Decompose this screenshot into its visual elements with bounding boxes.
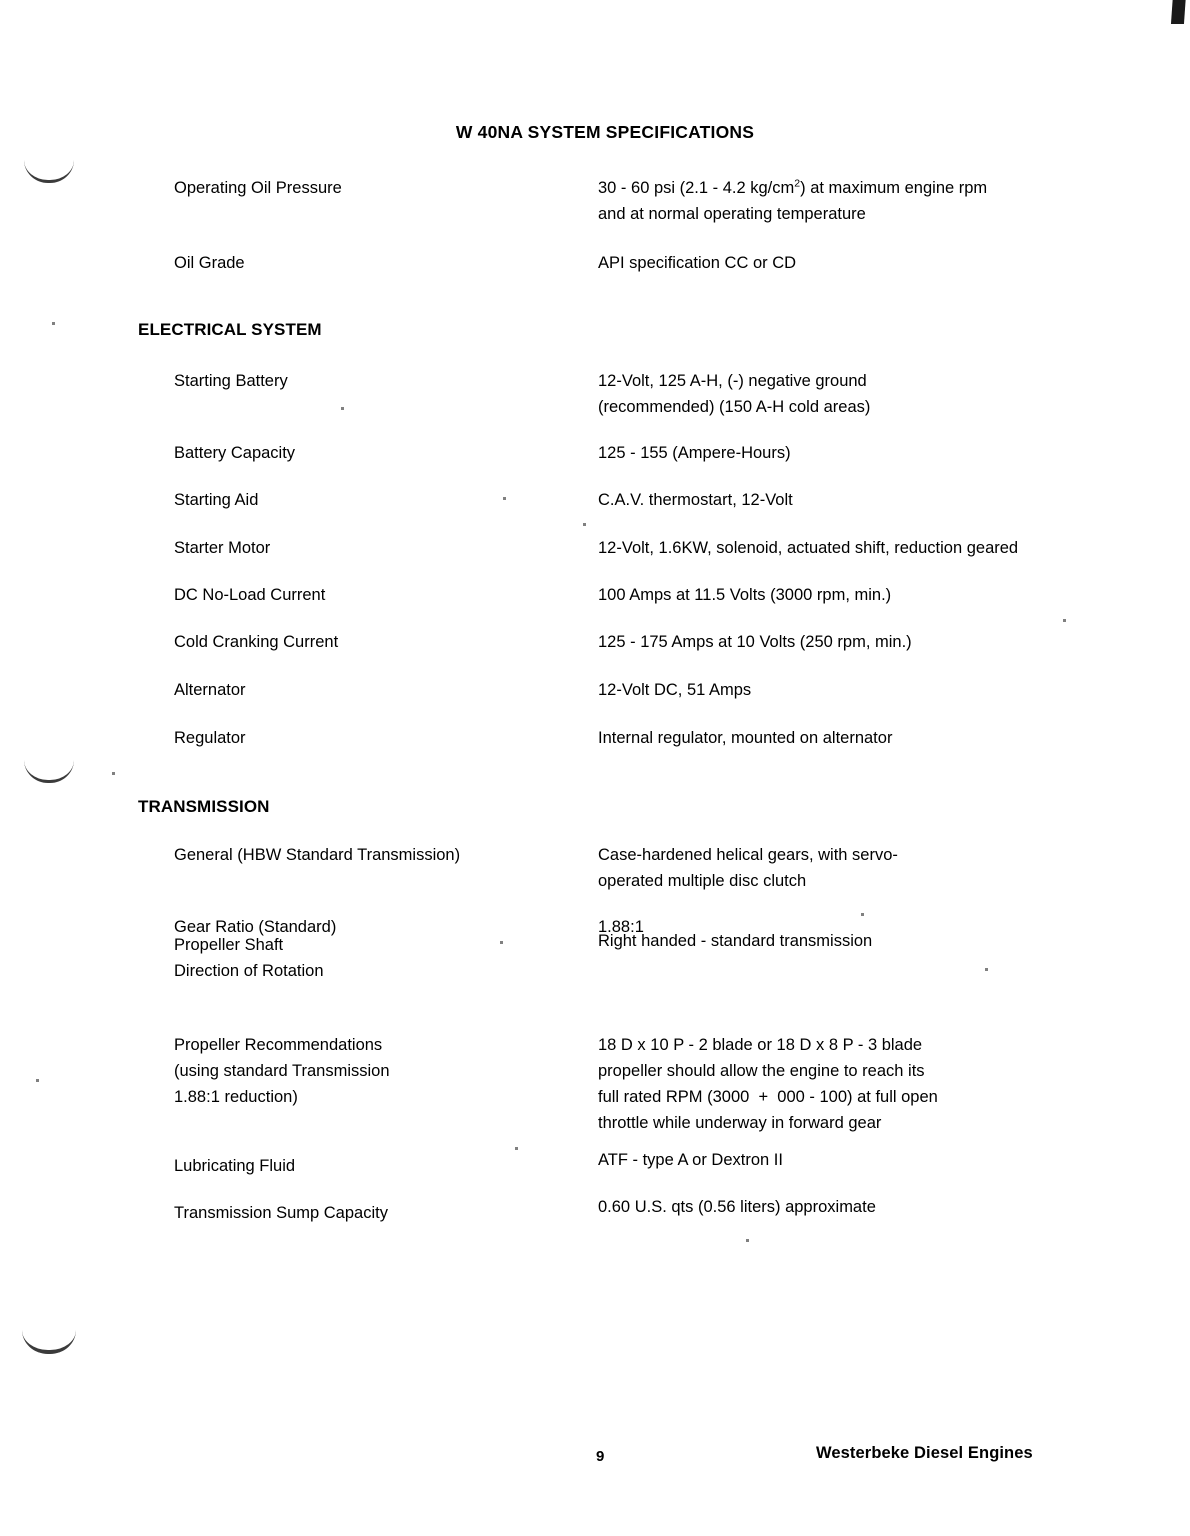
spec-value	[598, 582, 1158, 608]
spec-label: Starter Motor	[174, 539, 271, 557]
section-heading-electrical-system: ELECTRICAL SYSTEM	[138, 320, 322, 339]
spec-label: Oil Grade	[174, 254, 245, 272]
spec-value	[598, 1147, 1158, 1173]
footer-page-number: 9	[596, 1448, 605, 1465]
spec-label: Regulator	[174, 729, 246, 747]
spec-value	[598, 440, 1158, 466]
spec-value	[598, 842, 1158, 894]
spec-value-line: throttle while underway in forward gear	[598, 1114, 882, 1132]
spec-value-line: 100 Amps at 11.5 Volts (3000 rpm, min.)	[598, 586, 892, 604]
scan-speck	[112, 772, 115, 775]
spec-value	[598, 677, 1158, 703]
superscript-two: 2	[794, 177, 801, 190]
spec-label: Operating Oil Pressure	[174, 179, 342, 197]
spec-label-line: Gear Ratio (Standard)	[174, 918, 337, 936]
spec-label-line: Transmission Sump Capacity	[174, 1204, 388, 1222]
binding-hole-mark	[24, 760, 74, 783]
scan-speck	[746, 1239, 749, 1242]
scan-speck	[985, 968, 988, 971]
spec-label: DC No-Load Current	[174, 586, 326, 604]
spec-label-line: Lubricating Fluid	[174, 1157, 296, 1175]
spec-value-line: Internal regulator, mounted on alternator	[598, 729, 893, 747]
page-title: W 40NA SYSTEM SPECIFICATIONS	[455, 122, 755, 142]
spec-value-line: C.A.V. thermostart, 12-Volt	[598, 491, 793, 509]
spec-value-line: Case-hardened helical gears, with servo-	[598, 846, 898, 864]
spec-label: Battery Capacity	[174, 444, 296, 462]
spec-value-line: 1.88:1	[598, 918, 644, 936]
spec-label	[174, 842, 574, 868]
scan-speck	[583, 523, 586, 526]
spec-value	[598, 250, 1158, 276]
oil-pressure-text-pre: 30 - 60 psi (2.1 - 4.2 kg/cm	[598, 179, 795, 197]
spec-value-line: API specification CC or CD	[598, 254, 797, 272]
spec-label	[174, 1032, 574, 1110]
spec-label: Starting Aid	[174, 491, 259, 509]
spec-label: Starting Battery	[174, 372, 288, 390]
spec-label-line: Propeller Shaft	[174, 936, 284, 954]
section-heading-transmission: TRANSMISSION	[138, 797, 270, 816]
spec-value-line: and at normal operating temperature	[598, 205, 866, 223]
spec-value-line: 125 - 175 Amps at 10 Volts (250 rpm, min.)	[598, 633, 912, 651]
spec-value-line: propeller should allow the engine to reach its	[598, 1062, 925, 1080]
spec-value-line: 18 D x 10 P - 2 blade or 18 D x 8 P - 3 blade	[598, 1036, 923, 1054]
spec-value	[598, 368, 1158, 420]
spec-value	[598, 1032, 1158, 1136]
spec-value-line: 12-Volt, 125 A-H, (-) negative ground	[598, 372, 867, 390]
spec-value	[598, 175, 1158, 227]
spec-label-line: General (HBW Standard Transmission)	[174, 846, 461, 864]
spec-label	[174, 1153, 574, 1179]
scan-artifact-corner	[1171, 0, 1186, 24]
spec-value	[598, 725, 1158, 751]
scan-speck	[36, 1079, 39, 1082]
spec-value-line: full rated RPM (3000 + 000 - 100) at full open	[598, 1088, 938, 1106]
scan-speck	[515, 1147, 518, 1150]
spec-value-line: ATF - type A or Dextron II	[598, 1151, 783, 1169]
spec-label-line: 1.88:1 reduction)	[174, 1088, 298, 1106]
scan-speck	[341, 407, 344, 410]
oil-pressure-text-post: ) at maximum engine rpm	[800, 179, 988, 197]
spec-label-line: Direction of Rotation	[174, 962, 324, 980]
binding-hole-mark	[24, 160, 74, 183]
spec-value-line: Right handed - standard transmission	[598, 932, 873, 950]
spec-value-line: 125 - 155 (Ampere-Hours)	[598, 444, 791, 462]
spec-label-line: Propeller Recommendations	[174, 1036, 383, 1054]
spec-value	[598, 629, 1158, 655]
spec-value-line: 12-Volt DC, 51 Amps	[598, 681, 752, 699]
spec-value	[598, 928, 1158, 954]
binding-hole-mark	[22, 1330, 76, 1354]
spec-value-line: operated multiple disc clutch	[598, 872, 807, 890]
footer-brand: Westerbeke Diesel Engines	[816, 1444, 1033, 1462]
spec-value	[598, 535, 1158, 561]
scan-speck	[52, 322, 55, 325]
spec-label: Alternator	[174, 681, 246, 699]
spec-value-line: 0.60 U.S. qts (0.56 liters) approximate	[598, 1198, 876, 1216]
spec-value	[598, 487, 1158, 513]
spec-value	[598, 1194, 1158, 1220]
scan-speck	[1063, 619, 1066, 622]
spec-label	[174, 1200, 574, 1226]
spec-value-line: (recommended) (150 A-H cold areas)	[598, 398, 871, 416]
spec-label: Cold Cranking Current	[174, 633, 339, 651]
spec-label-line: (using standard Transmission	[174, 1062, 390, 1080]
spec-value-line: 12-Volt, 1.6KW, solenoid, actuated shift, reduction geared	[598, 539, 1019, 557]
spec-label	[174, 932, 574, 984]
